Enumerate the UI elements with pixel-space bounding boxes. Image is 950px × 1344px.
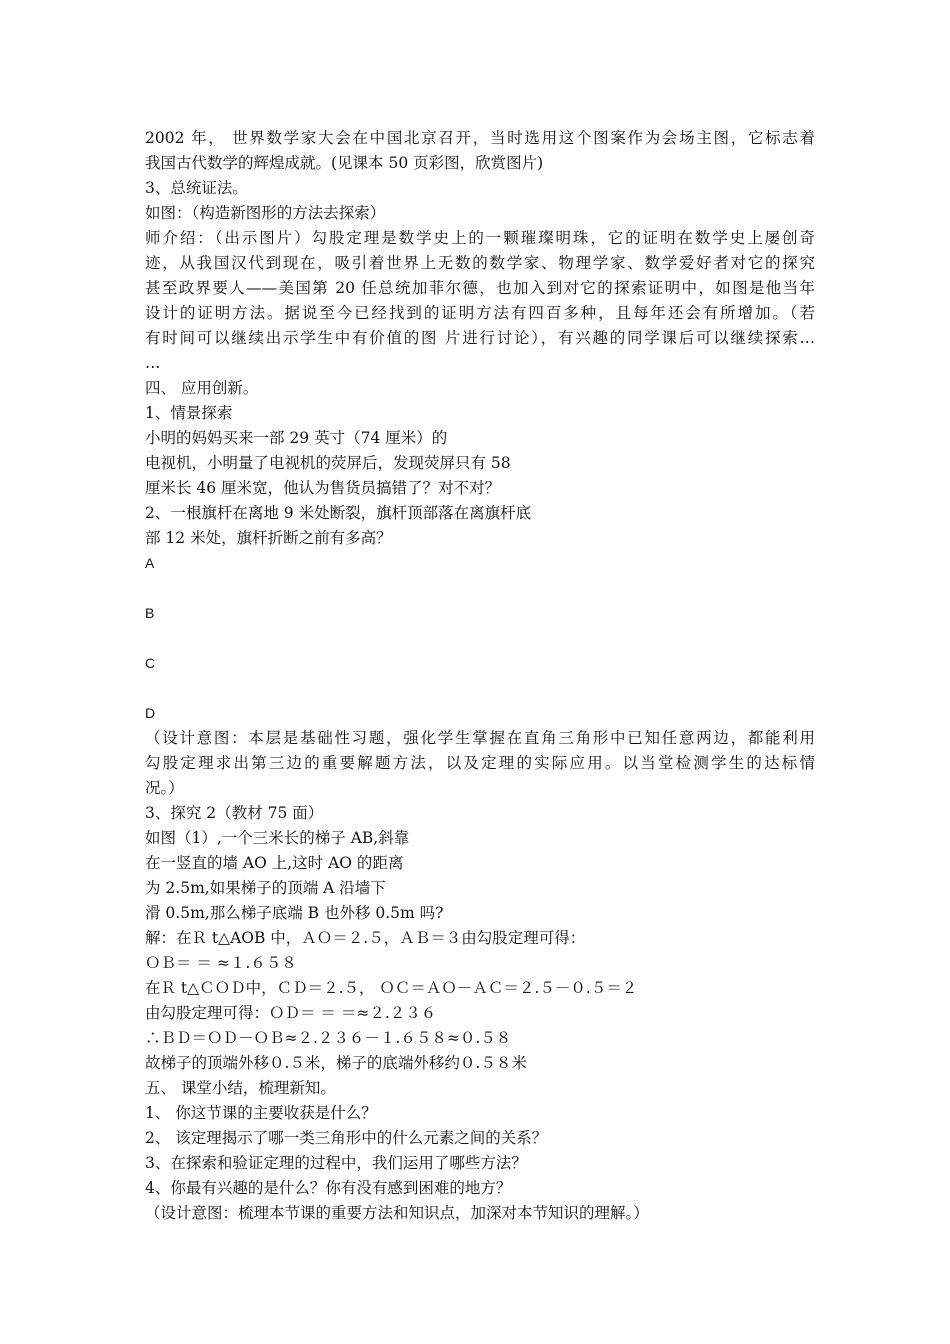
text-line: ∴ＢＤ＝ＯＤ－ＯＢ≈２.２３６－１.６５８≈０.５８ (145, 1029, 512, 1047)
text-line: 2、一根旗杆在离地 9 米处断裂，旗杆顶部落在离旗杆底 (145, 504, 532, 522)
text-line: 五、 课堂小结，梳理新知。 (145, 1079, 336, 1097)
text-line: 2、 该定理揭示了哪一类三角形中的什么元素之间的关系？ (145, 1129, 548, 1147)
text-line: 3、探究 2（教材 75 面） (145, 804, 324, 822)
text-line: 小明的妈妈买来一部 29 英寸（74 厘米）的 (145, 429, 448, 447)
text-line: 甚至政界要人——美国第 20 任总统加菲尔德，也加入到对它的探索证明中，如图是他当年 (145, 279, 815, 297)
text-line: 故梯子的顶端外移０.５米，梯子的底端外移约０.５８米 (145, 1054, 527, 1072)
text-line: 1、 你这节课的主要收获是什么？ (145, 1104, 377, 1122)
text-line: 在Ｒ t△ＣＯＤ中，ＣＤ＝２.５， ＯＣ＝ＡＯ－ＡＣ＝２.５－０.５＝２ (145, 979, 638, 997)
text-line: 3、总统证法。 (145, 179, 248, 197)
text-line: 由勾股定理可得：ＯＤ＝ ＝ ＝≈２.２３６ (145, 1004, 437, 1022)
text-line: 师介绍：（出示图片）勾股定理是数学史上的一颗璀璨明珠，它的证明在数学史上屡创奇 (145, 229, 815, 247)
text-line: 在一竖直的墙 AO 上,这时 AO 的距离 (145, 854, 404, 872)
text-line: 况。） (145, 779, 184, 797)
text-line: D (145, 705, 156, 721)
text-line: （设计意图：本层是基础性习题，强化学生掌握在直角三角形中已知任意两边，都能利用 (145, 729, 815, 747)
text-line: ＯＢ＝ ＝ ≈１.６５８ (145, 954, 297, 972)
text-line: 1、情景探索 (145, 404, 233, 422)
blank-line (145, 626, 815, 651)
blank-line (145, 676, 815, 701)
text-line: 电视机，小明量了电视机的荧屏后，发现荧屏只有 58 (145, 454, 511, 472)
text-line: 我国古代数学的辉煌成就。(见课本 50 页彩图，欣赏图片) (145, 154, 544, 172)
text-line: 如图（1）,一个三米长的梯子 AB,斜靠 (145, 829, 410, 847)
text-line: 勾股定理求出第三边的重要解题方法，以及定理的实际应用。以当堂检测学生的达标情 (145, 754, 815, 772)
text-line: （设计意图：梳理本节课的重要方法和知识点，加深对本节知识的理解。） (145, 1204, 649, 1222)
text-line: 如图：（构造新图形的方法去探索） (145, 204, 386, 222)
text-line: 设计的证明方法。据说至今已经找到的证明方法有四百多种，且每年还会有所增加。（若 (145, 304, 815, 322)
blank-line (145, 576, 815, 601)
text-line: 为 2.5m,如果梯子的顶端 A 沿墙下 (145, 879, 386, 897)
text-line: 有时间可以继续出示学生中有价值的图 片进行讨论），有兴趣的同学课后可以继续探索… (145, 329, 815, 347)
text-line: … (145, 354, 161, 372)
text-line: 4、你最有兴趣的是什么？你有没有感到困难的地方？ (145, 1179, 512, 1197)
text-line: 四、 应用创新。 (145, 379, 259, 397)
text-line: 2002 年， 世界数学家大会在中国北京召开，当时选用这个图案作为会场主图，它标志着 (145, 129, 815, 147)
text-line: A (145, 555, 155, 571)
text-line: 滑 0.5m,那么梯子底端 B 也外移 0.5m 吗? (145, 904, 444, 922)
text-line: 部 12 米处，旗杆折断之前有多高？ (145, 529, 392, 547)
text-line: 厘米长 46 厘米宽，他认为售货员搞错了？对不对？ (145, 479, 501, 497)
text-line: 解：在Ｒ t△AOB 中，ＡＯ＝２.５，ＡＢ＝３由勾股定理可得： (145, 929, 586, 947)
text-line: B (145, 605, 155, 621)
text-line: C (145, 655, 156, 671)
text-line: 迹，从我国汉代到现在，吸引着世界上无数的数学家、物理学家、数学爱好者对它的探究 (145, 254, 815, 272)
text-line: 3、在探索和验证定理的过程中，我们运用了哪些方法？ (145, 1154, 527, 1172)
